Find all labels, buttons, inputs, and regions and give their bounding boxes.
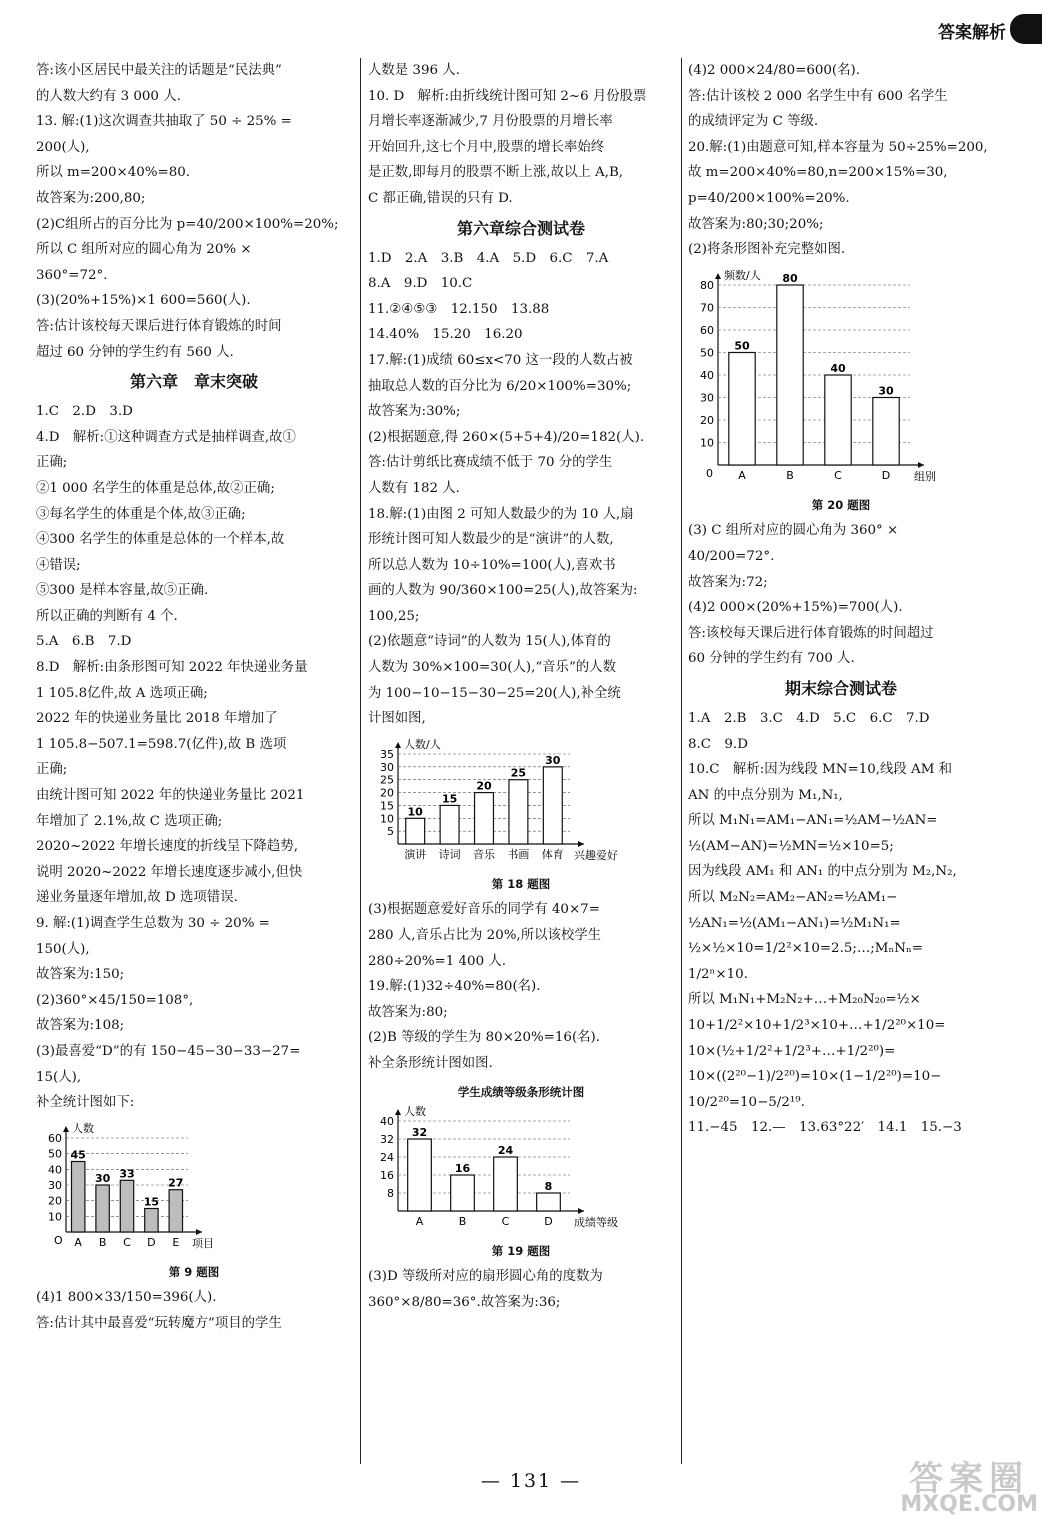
text-line: 画的人数为 90/360×100=25(人),故答案为: [368, 583, 638, 599]
bar-value-label: 27 [168, 1176, 184, 1190]
text-line: 4.D 解析:①这种调查方式是抽样调查,故① [36, 429, 296, 445]
text-line: 1 105.8亿件,故 A 选项正确; [36, 685, 208, 701]
bar-value-label: 50 [734, 339, 750, 353]
bar [475, 792, 494, 843]
text-line: 计图如图, [368, 711, 426, 727]
text-line: 8.C 9.D [688, 736, 748, 752]
x-tick-label: E [172, 1235, 180, 1249]
y-axis-label: 人数/人 [404, 737, 441, 751]
column-divider [360, 58, 361, 1464]
text-line: 故答案为:80;30;20%; [688, 216, 824, 232]
text-line: 10+1/2²×10+1/2³×10+…+1/2²⁰×10= [688, 1018, 946, 1034]
x-tick-label: D [881, 468, 891, 482]
text-line: (3)最喜爱“D”的有 150−45−30−33−27= [36, 1043, 301, 1059]
text-line: 说明 2020~2022 年增长速度逐步减小,但快 [36, 864, 303, 880]
text-line: (2)根据题意,得 260×(5+5+4)/20=182(人). [368, 429, 645, 445]
text-line: 280 人,音乐占比为 20%,所以该校学生 [368, 928, 602, 944]
bar-chart-q20 [688, 267, 958, 485]
text-line: 故答案为:150; [36, 967, 125, 983]
text-line: 15(人), [36, 1069, 82, 1085]
y-tick-label: 5 [387, 824, 394, 838]
text-line: 答:估计该校每天课后进行体育锻炼的时间 [36, 318, 282, 334]
text-line: 正确; [36, 762, 68, 778]
text-line: 因为线段 AM₁ 和 AN₁ 的中点分别为 M₂,N₂, [688, 864, 957, 880]
text-line: ④错误; [36, 557, 81, 573]
bar-chart-q19 [368, 1103, 618, 1231]
y-tick-label: 8 [387, 1186, 394, 1200]
text-line: 100,25; [368, 608, 420, 624]
text-line: (3) C 组所对应的圆心角为 360° × [688, 523, 899, 539]
text-line: 150(人), [36, 941, 90, 957]
text-line: ④300 名学生的体重是总体的一个样本,故 [36, 532, 285, 548]
x-axis-label: 兴趣爱好 [574, 848, 618, 862]
text-line: 人数有 182 人. [368, 480, 460, 496]
x-tick-label: D [544, 1214, 553, 1228]
bar-value-label: 20 [476, 779, 492, 793]
text-line: 60 分钟的学生约有 700 人. [688, 651, 855, 667]
figure-caption: 第 20 题图 [811, 498, 871, 513]
text-line: 8.A 9.D 10.C [368, 276, 473, 292]
answer-column-3 [688, 58, 994, 1466]
origin-label: O [54, 1233, 63, 1247]
text-line: 280÷20%=1 400 人. [368, 953, 506, 969]
figure-caption: 第 9 题图 [168, 1265, 220, 1280]
text-line: 1.C 2.D 3.D [36, 404, 133, 420]
chart-title: 学生成绩等级条形统计图 [457, 1084, 585, 1099]
figure-q18 [368, 736, 674, 896]
y-tick-label: 50 [48, 1147, 62, 1161]
text-line: 由统计图可知 2022 年的快递业务量比 2021 [36, 788, 305, 804]
text-line: 故答案为:30%; [368, 404, 461, 420]
text-line: 人数是 396 人. [368, 63, 460, 78]
text-line: 360°=72°. [36, 267, 108, 283]
x-axis-arrow [196, 1229, 202, 1235]
text-line: 10×((2²⁰−1)/2²⁰)=10×(1−1/2²⁰)=10− [688, 1069, 942, 1085]
bar [509, 780, 528, 844]
y-tick-label: 70 [700, 301, 714, 315]
text-line: 开始回升,这七个月中,股票的增长率始终 [368, 139, 605, 155]
bar [729, 352, 755, 465]
text-line: (4)2 000×24/80=600(名). [688, 63, 860, 78]
x-axis-arrow [918, 462, 924, 468]
bar [440, 805, 459, 844]
text-line: 19.解:(1)32÷40%=80(名). [368, 979, 541, 995]
bar [451, 1175, 475, 1211]
bar-value-label: 40 [830, 361, 846, 375]
text-line: 答:该校每天课后进行体育锻炼的时间超过 [688, 625, 934, 641]
bar [408, 1139, 432, 1211]
bar-value-label: 24 [497, 1143, 514, 1157]
answer-column-2 [368, 58, 674, 1466]
y-axis-label: 人数 [404, 1104, 426, 1118]
x-axis-label: 成绩等级 [574, 1215, 618, 1229]
text-line: 11.−45 12.— 13.63°22′ 14.1 15.−3 [688, 1120, 962, 1136]
x-tick-label: 音乐 [473, 847, 495, 861]
watermark-top-text: 答案圈 [909, 1459, 1030, 1499]
x-tick-label: 书画 [507, 847, 530, 861]
text-line: 10.C 解析:因为线段 MN=10,线段 AM 和 [688, 762, 953, 778]
y-tick-label: 50 [700, 346, 714, 360]
y-tick-label: 25 [380, 773, 394, 787]
text-line: (2)依题意“诗词”的人数为 15(人),体育的 [368, 634, 611, 650]
text-line: ½×½×10=1/2²×10=2.5;…;MₙNₙ= [688, 941, 923, 957]
text-block [368, 897, 674, 1076]
text-line: ½(AM−AN)=½MN=½×10=5; [688, 838, 894, 854]
section-title: 第六章综合测试卷 [456, 218, 585, 238]
text-line: (2)将条形图补充完整如图. [688, 242, 846, 258]
text-line: 2022 年的快递业务量比 2018 年增加了 [36, 711, 278, 727]
y-axis-label: 频数/人 [724, 268, 761, 282]
x-tick-label: C [501, 1214, 510, 1228]
text-line: 40/200=72°. [688, 548, 775, 564]
figure-caption: 第 18 题图 [491, 877, 551, 892]
text-line: 故 m=200×40%=80,n=200×15%=30, [688, 165, 948, 181]
bar-value-label: 25 [510, 766, 527, 780]
text-line: ⑤300 是样本容量,故⑤正确. [36, 583, 209, 599]
watermark-bottom-text: MXQE.COM [900, 1492, 1038, 1517]
text-line: 故答案为:108; [36, 1018, 125, 1034]
y-tick-label: 60 [48, 1131, 62, 1145]
header-tab-marker [1010, 14, 1042, 44]
x-axis-arrow [578, 841, 584, 847]
text-line: 形统计图可知人数最少的是“演讲”的人数, [368, 532, 614, 548]
text-line: (4)2 000×(20%+15%)=700(人). [688, 600, 903, 616]
bar-value-label: 32 [411, 1125, 428, 1139]
text-line: 10×(½+1/2²+1/2³+…+1/2²⁰)= [688, 1043, 896, 1059]
text-line: ③每名学生的体重是个体,故③正确; [36, 506, 246, 522]
bar-value-label: 16 [454, 1161, 471, 1175]
x-axis-label: 项目 [192, 1236, 214, 1250]
text-block [368, 246, 674, 732]
bar [825, 375, 851, 465]
y-tick-label: 35 [380, 747, 394, 761]
bar [96, 1185, 109, 1232]
text-line: 17.解:(1)成绩 60≤x<70 这一段的人数占被 [368, 352, 633, 368]
bar-value-label: 33 [119, 1167, 135, 1181]
y-tick-label: 30 [48, 1178, 62, 1192]
x-tick-label: 诗词 [438, 847, 461, 861]
x-tick-label: A [74, 1235, 82, 1249]
y-tick-label: 20 [380, 786, 394, 800]
text-line: 360°×8/80=36°.故答案为:36; [368, 1294, 561, 1310]
answer-column-1 [36, 58, 352, 1466]
text-line: 18.解:(1)由图 2 可知人数最少的为 10 人,扇 [368, 506, 634, 522]
y-tick-label: 20 [700, 413, 714, 427]
bar-value-label: 10 [407, 805, 423, 819]
text-line: 1.D 2.A 3.B 4.A 5.D 6.C 7.A [368, 250, 609, 266]
text-line: (3)(20%+15%)×1 600=560(人). [36, 293, 251, 309]
text-line: 月增长率逐渐减少,7 月份股票的月增长率 [368, 114, 613, 130]
text-line: ②1 000 名学生的体重是总体,故②正确; [36, 480, 275, 496]
y-tick-label: 24 [380, 1150, 394, 1164]
text-line: 1 105.8−507.1=598.7(亿件),故 B 选项 [36, 736, 287, 752]
figure-caption: 第 19 题图 [491, 1244, 551, 1259]
section-title: 期末综合测试卷 [784, 678, 897, 698]
bar [537, 1193, 561, 1211]
y-axis-label: 人数 [72, 1121, 94, 1135]
bar-value-label: 30 [94, 1171, 111, 1185]
text-line: 8.D 解析:由条形图可知 2022 年快递业务量 [36, 660, 308, 676]
text-line: (2)B 等级的学生为 80×20%=16(名). [368, 1030, 601, 1046]
text-block [368, 58, 674, 212]
text-line: 5.A 6.B 7.D [36, 634, 132, 650]
text-line: 所以 M₁N₁=AM₁−AN₁=½AM−½AN= [688, 813, 938, 829]
text-line: 所以 m=200×40%=80. [36, 165, 191, 181]
text-line: 10/2²⁰=10−5/2¹⁹. [688, 1094, 805, 1110]
text-line: 正确; [36, 455, 68, 471]
y-axis-arrow [63, 1126, 69, 1132]
x-tick-label: 演讲 [404, 847, 427, 861]
text-line: 年增加了 2.1%,故 C 选项正确; [36, 813, 223, 829]
y-axis-arrow [395, 742, 401, 748]
text-line: 故答案为:200,80; [36, 190, 146, 206]
text-line: 所以 M₂N₂=AM₂−AN₂=½AM₁− [688, 890, 898, 906]
x-tick-label: A [415, 1214, 424, 1228]
y-tick-label: 16 [380, 1168, 394, 1182]
bar [120, 1180, 133, 1232]
x-tick-label: C [834, 468, 842, 482]
text-block [36, 58, 352, 365]
text-block [688, 706, 994, 1141]
text-line: 1/2ⁿ×10. [688, 966, 748, 982]
text-block [36, 399, 352, 1116]
y-tick-label: 15 [380, 799, 394, 813]
text-line: (2)360°×45/150=108°, [36, 992, 194, 1008]
x-tick-label: C [123, 1235, 131, 1249]
y-tick-label: 80 [700, 278, 714, 292]
y-tick-label: 40 [380, 1114, 394, 1128]
text-line: 超过 60 分钟的学生约有 560 人. [36, 344, 234, 360]
y-tick-label: 10 [48, 1210, 62, 1224]
text-line: ½AN₁=½(AM₁−AN₁)=½M₁N₁= [688, 915, 901, 931]
text-line: 200(人), [36, 139, 90, 155]
y-axis-arrow [395, 1109, 401, 1115]
y-tick-label: 20 [48, 1194, 62, 1208]
text-line: 的成绩评定为 C 等级. [688, 114, 819, 130]
text-block [688, 58, 994, 263]
y-tick-label: 30 [380, 760, 394, 774]
text-line: (2)C组所占的百分比为 p=40/200×100%=20%; [36, 216, 339, 232]
text-line: 9. 解:(1)调查学生总数为 30 ÷ 20% = [36, 916, 270, 931]
figure-q19 [368, 1081, 674, 1263]
bar-value-label: 15 [143, 1195, 160, 1209]
bar [406, 818, 425, 844]
bar [494, 1157, 518, 1211]
figure-q20 [688, 267, 994, 517]
y-tick-label: 60 [700, 323, 714, 337]
y-tick-label: 40 [700, 368, 714, 382]
text-line: 补全条形统计图如图. [368, 1056, 493, 1071]
column-divider [681, 58, 682, 1464]
text-line: 所以 M₁N₁+M₂N₂+…+M₂₀N₂₀=½× [688, 992, 921, 1008]
text-line: 14.40% 15.20 16.20 [368, 327, 523, 343]
text-line: AN 的中点分别为 M₁,N₁, [688, 787, 843, 803]
text-line: 人数为 30%×100=30(人),“音乐”的人数 [368, 660, 616, 676]
text-line: 所以总人数为 10÷10%=100(人),喜欢书 [368, 557, 616, 573]
x-tick-label: D [147, 1235, 156, 1249]
text-line: 10. D 解析:由折线统计图可知 2~6 月份股票 [368, 88, 647, 104]
bar [169, 1189, 182, 1231]
y-tick-label: 10 [700, 436, 714, 450]
text-block [688, 518, 994, 672]
text-line: 1.A 2.B 3.C 4.D 5.C 6.C 7.D [688, 710, 930, 726]
y-tick-label: 10 [380, 812, 394, 826]
text-line: (4)1 800×33/150=396(人). [36, 1290, 217, 1306]
x-axis-label: 组别 [914, 469, 936, 483]
header-label: 答案解析 [938, 23, 1006, 43]
x-tick-label: 体育 [541, 847, 564, 861]
bar-chart-q9 [36, 1120, 236, 1252]
text-line: 是正数,即每月的股票不断上涨,故以上 A,B, [368, 165, 624, 181]
text-line: (3)D 等级所对应的扇形圆心角的度数为 [368, 1269, 603, 1285]
bar-value-label: 8 [544, 1179, 553, 1193]
text-line: 答:估计其中最喜爱“玩转魔方”项目的学生 [36, 1315, 282, 1331]
bar-value-label: 30 [545, 753, 561, 767]
bar [777, 285, 803, 465]
bar-chart-q18 [368, 736, 618, 864]
text-line: 的人数大约有 3 000 人. [36, 88, 181, 104]
text-line: (3)根据题意爱好音乐的同学有 40×7= [368, 902, 600, 918]
y-tick-label: 32 [380, 1132, 394, 1146]
bar-value-label: 15 [441, 792, 458, 806]
y-tick-label: 40 [48, 1163, 62, 1177]
x-axis-arrow [578, 1208, 584, 1214]
text-line: p=40/200×100%=20%. [688, 190, 850, 206]
page-number: — 131 — [480, 1470, 582, 1492]
text-line: 补全统计图如下: [36, 1095, 135, 1111]
bar-value-label: 80 [782, 271, 798, 285]
text-line: 故答案为:80; [368, 1004, 448, 1020]
text-line: 为 100−10−15−30−25=20(人),补全统 [368, 685, 621, 701]
y-axis-arrow [715, 273, 721, 279]
figure-q9 [36, 1120, 352, 1284]
bar [71, 1161, 84, 1232]
text-line: 13. 解:(1)这次调查共抽取了 50 ÷ 25% = [36, 114, 292, 130]
section-title: 第六章 章末突破 [129, 372, 258, 392]
text-line: 所以正确的判断有 4 个. [36, 608, 178, 624]
bar [145, 1208, 158, 1232]
bar [543, 767, 562, 844]
text-line: 抽取总人数的百分比为 6/20×100%=30%; [368, 378, 632, 394]
text-line: 递业务量逐年增加,故 D 选项错误. [36, 890, 238, 906]
text-line: 11.②④⑤③ 12.150 13.88 [368, 301, 550, 317]
text-line: 答:该小区居民中最关注的话题是“民法典” [36, 63, 282, 78]
watermark-logo [900, 1459, 1038, 1518]
text-line: 所以 C 组所对应的圆心角为 20% × [36, 242, 252, 258]
y-tick-label: 30 [700, 391, 714, 405]
bar-value-label: 30 [878, 384, 894, 398]
origin-label: 0 [706, 466, 713, 480]
text-line: 答:估计该校 2 000 名学生中有 600 名学生 [688, 88, 948, 104]
text-block [36, 1285, 352, 1336]
bar [873, 397, 899, 465]
text-line: C 都正确,错误的只有 D. [368, 190, 513, 206]
x-tick-label: A [738, 468, 746, 482]
text-line: 2020~2022 年增长速度的折线呈下降趋势, [36, 839, 298, 855]
x-tick-label: B [786, 468, 794, 482]
text-line: 答:估计剪纸比赛成绩不低于 70 分的学生 [368, 455, 613, 471]
text-block [368, 1264, 674, 1315]
bar-value-label: 45 [70, 1148, 86, 1162]
x-tick-label: B [98, 1235, 107, 1249]
x-tick-label: B [458, 1214, 467, 1228]
text-line: 20.解:(1)由题意可知,样本容量为 50÷25%=200, [688, 139, 988, 155]
text-line: 故答案为:72; [688, 574, 768, 590]
